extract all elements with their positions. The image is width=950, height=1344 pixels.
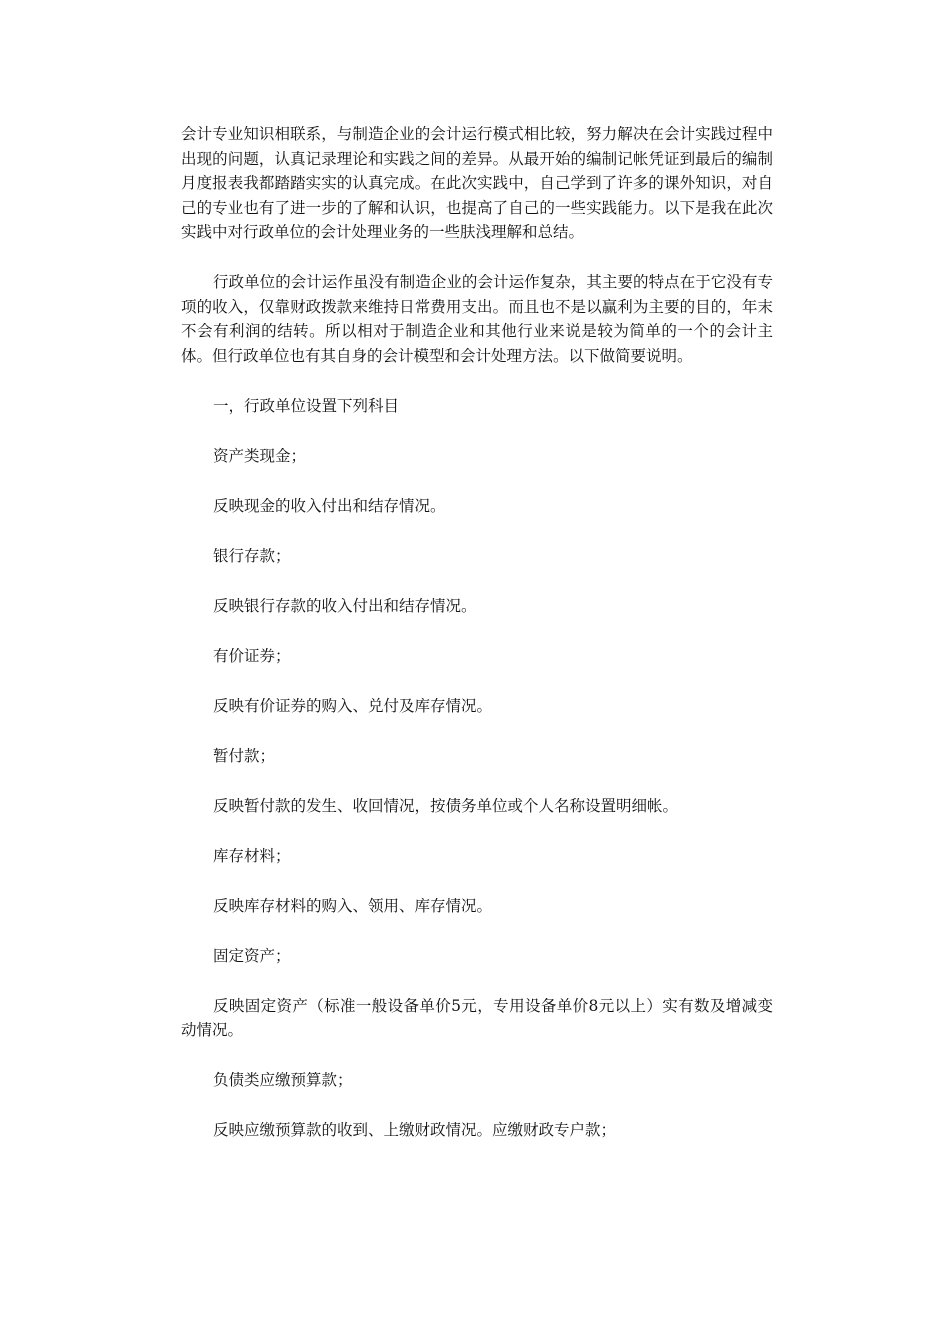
account-title: 固定资产；	[213, 946, 291, 965]
account-description: 反映应缴预算款的收到、上缴财政情况。应缴财政专户款；	[213, 1121, 617, 1139]
paragraph: 行政单位的会计运作虽没有制造企业的会计运作复杂，其主要的特点在于它没有专项的收入，仅靠财政拨款来维持日常费用支出。而且也不是以赢利为主要的目的，年末不会有利润的结转。所以相对于制造企业和其他行业来说是较为简单的一个的会计主体。但行政单位也有其自身的会计模型和会计处理方法。以下做简要说明。	[181, 273, 773, 365]
account-title: 负债类应缴预算款；	[213, 1071, 353, 1089]
account-description: 反映有价证券的购入、兑付及库存情况。	[213, 696, 493, 715]
account-title: 库存材料；	[213, 846, 291, 865]
document-body	[181, 122, 773, 1168]
account-description: 反映银行存款的收入付出和结存情况。	[213, 596, 477, 615]
section-heading: 一，行政单位设置下列科目	[213, 396, 400, 415]
account-title: 暂付款；	[213, 746, 276, 765]
account-description: 反映库存材料的购入、领用、库存情况。	[213, 896, 493, 915]
paragraph: 会计专业知识相联系，与制造企业的会计运行模式相比较，努力解决在会计实践过程中出现的问题，认真记录理论和实践之间的差异。从最开始的编制记帐凭证到最后的编制月度报表我都踏踏实实的认真完成。在此次实践中，自己学到了许多的课外知识，对自己的专业也有了进一步的了解和认识，也提高了自己的一些实践能力。以下是我在此次实践中对行政单位的会计处理业务的一些肤浅理解和总结。	[181, 125, 773, 241]
account-description: 反映固定资产（标准一般设备单价5元，专用设备单价8元以上）实有数及增减变动情况。	[181, 996, 773, 1039]
account-title: 资产类现金；	[213, 446, 307, 465]
account-title: 有价证券；	[213, 646, 291, 665]
account-description: 反映暂付款的发生、收回情况，按债务单位或个人名称设置明细帐。	[213, 796, 679, 815]
account-title: 银行存款；	[213, 546, 291, 565]
account-description: 反映现金的收入付出和结存情况。	[213, 496, 446, 515]
